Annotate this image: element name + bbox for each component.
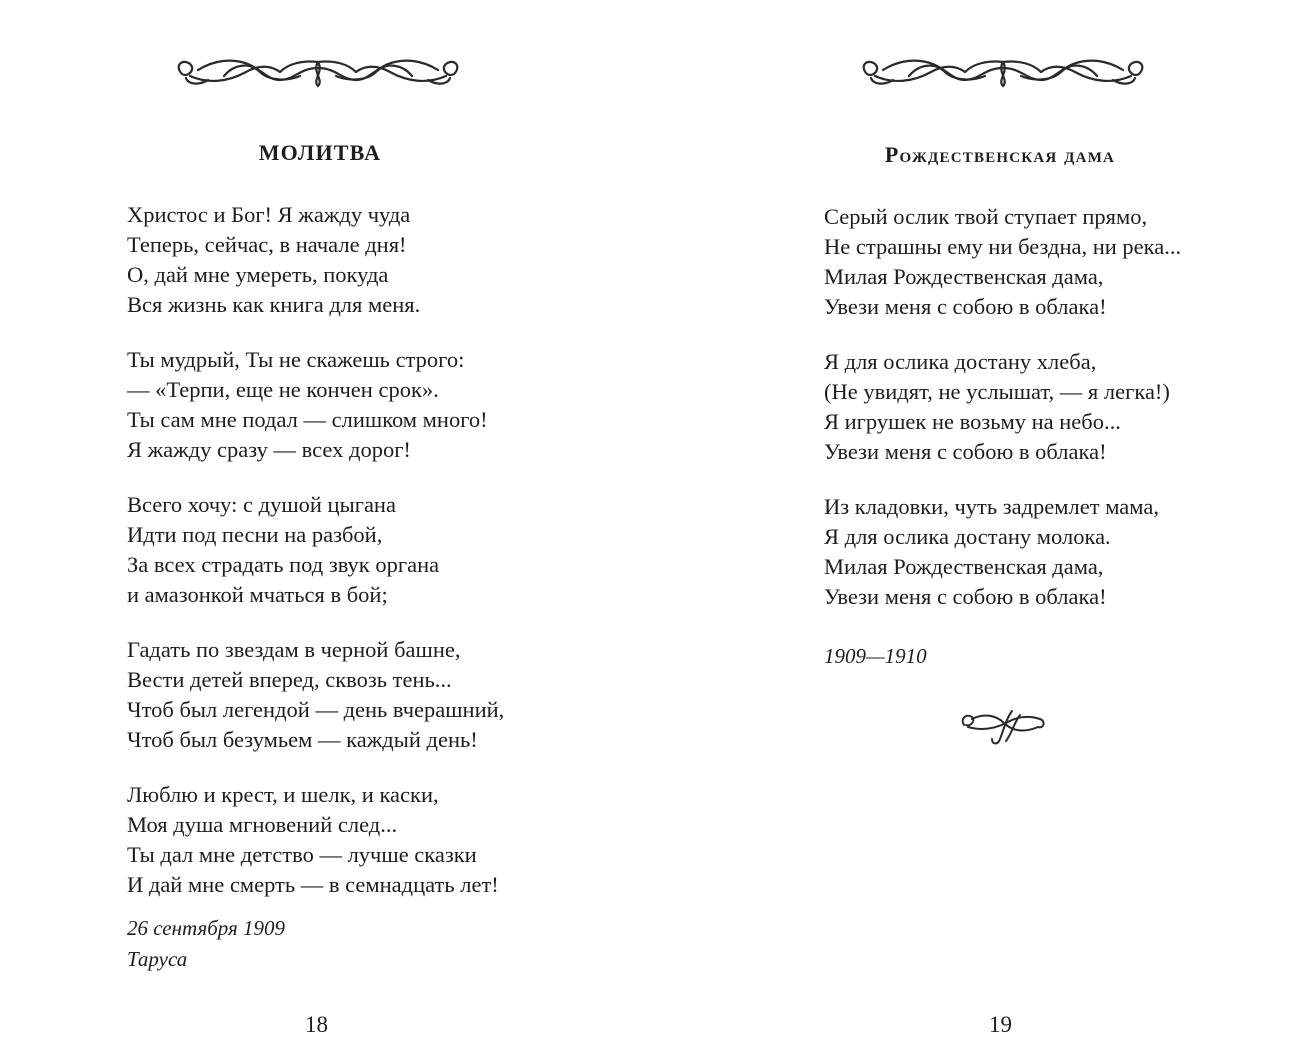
poem-date: 26 сентября 1909 (127, 916, 286, 940)
stanza (127, 780, 504, 900)
poem-line: Из кладовки, чуть задремлет мама, (824, 494, 1159, 519)
poem-line: Моя душа мгновений след... (127, 812, 398, 837)
poem-body (824, 202, 1181, 637)
poem-line: Увези меня с собою в облака! (824, 584, 1107, 609)
poem-line: Увези меня с собою в облака! (824, 294, 1107, 319)
poem-line: Я для ослика достану молока. (824, 524, 1111, 549)
scroll-ornament-icon (853, 50, 1153, 96)
poem-line: Не страшны ему ни бездна, ни река... (824, 234, 1182, 259)
poem-line: — «Терпи, еще не кончен срок». (127, 377, 439, 402)
poem-line: Я игрушек не возьму на небо... (824, 409, 1121, 434)
scroll-ornament-icon (168, 50, 468, 96)
poem-line: Серый ослик твой ступает прямо, (824, 204, 1148, 229)
poem-line: Милая Рождественская дама, (824, 264, 1104, 289)
poem-line: Я жажду сразу — всех дорог! (127, 437, 411, 462)
poem-body (127, 200, 504, 925)
stanza (127, 490, 504, 610)
poem-dateline (127, 913, 285, 975)
right-page (660, 0, 1315, 1045)
poem-line: Чтоб был легендой — день вчерашний, (127, 697, 505, 722)
poem-line: Ты дал мне детство — лучше сказки (127, 842, 477, 867)
poem-line: Идти под песни на разбой, (127, 522, 383, 547)
poem-date: 1909—1910 (824, 644, 927, 668)
poem-line: Люблю и крест, и шелк, и каски, (127, 782, 439, 807)
stanza (127, 345, 504, 465)
poem-line: За всех страдать под звук органа (127, 552, 440, 577)
stanza (824, 347, 1181, 467)
poem-place: Таруса (127, 947, 188, 971)
poem-dateline (824, 641, 927, 672)
poem-line: Вся жизнь как книга для меня. (127, 292, 421, 317)
stanza (127, 200, 504, 320)
stanza (127, 635, 504, 755)
poem-title: МОЛИТВА (258, 140, 382, 165)
stanza (824, 202, 1181, 322)
page-number: 18 (305, 1012, 328, 1037)
poem-line: Христос и Бог! Я жажду чуда (127, 202, 411, 227)
poem-line: Я для ослика достану хлеба, (824, 349, 1097, 374)
poem-line: Ты сам мне подал — слишком много! (127, 407, 488, 432)
poem-line: О, дай мне умереть, покуда (127, 262, 389, 287)
poem-line: Чтоб был безумьем — каждый день! (127, 727, 478, 752)
left-page (0, 0, 640, 1045)
poem-line: Всего хочу: с душой цыгана (127, 492, 396, 517)
poem-line: (Не увидят, не услышат, — я легка!) (824, 379, 1170, 404)
poem-line: Милая Рождественская дама, (824, 554, 1104, 579)
poem-line: Ты мудрый, Ты не скажешь строго: (127, 347, 465, 372)
poem-line: И дай мне смерть — в семнадцать лет! (127, 872, 499, 897)
poem-line: Увези меня с собою в облака! (824, 439, 1107, 464)
page-number: 19 (989, 1012, 1012, 1037)
poem-title: Рождественская дама (884, 142, 1116, 167)
poem-line: и амазонкой мчаться в бой; (127, 582, 388, 607)
stanza (824, 492, 1181, 612)
poem-line: Теперь, сейчас, в начале дня! (127, 232, 407, 257)
poem-line: Вести детей вперед, сквозь тень... (127, 667, 452, 692)
poem-line: Гадать по звездам в черной башне, (127, 637, 461, 662)
flourish-ornament-icon (958, 705, 1048, 749)
